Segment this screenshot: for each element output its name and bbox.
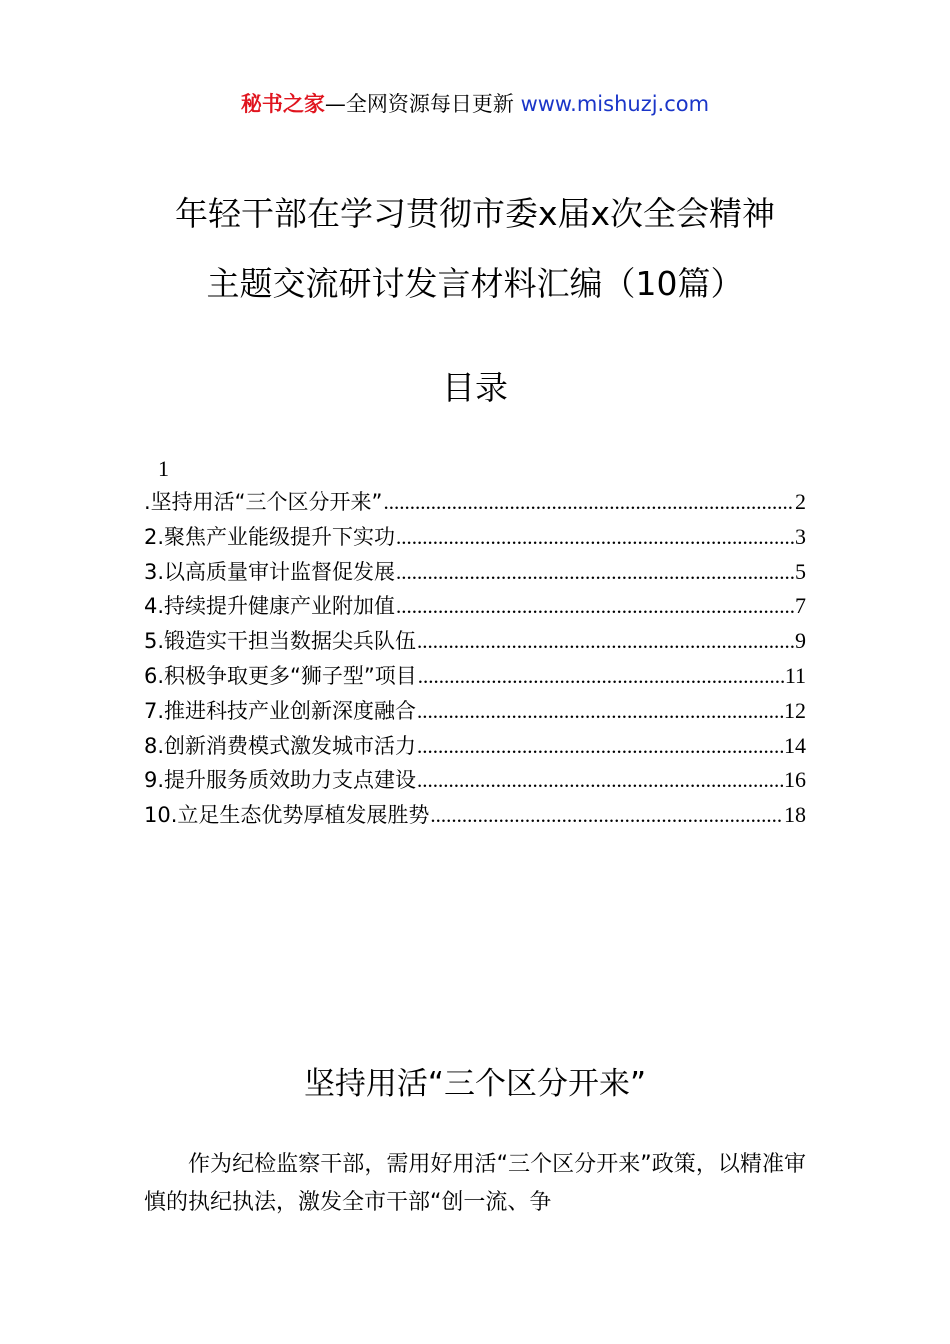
toc-page-number: 2 bbox=[795, 489, 806, 514]
brand-name: 秘书之家 bbox=[240, 92, 325, 116]
toc-leader-dots bbox=[383, 490, 794, 515]
toc-entry-label: 6.积极争取更多“狮子型”项目 bbox=[144, 663, 417, 688]
toc-entry-label: 2.聚焦产业能级提升下实功 bbox=[144, 524, 396, 549]
toc-entry[interactable] bbox=[144, 695, 806, 730]
site-banner bbox=[0, 88, 950, 120]
toc-leader-dots bbox=[396, 594, 794, 619]
toc-entry-label: 3.以高质量审计监督促发展 bbox=[144, 559, 396, 584]
toc-entry[interactable] bbox=[144, 521, 806, 556]
toc-leader-dots bbox=[417, 699, 783, 724]
toc-entry[interactable] bbox=[144, 625, 806, 660]
toc-stray-number: 1 bbox=[158, 456, 169, 481]
toc-page-number: 7 bbox=[795, 593, 806, 619]
toc-page-number: 14 bbox=[784, 732, 806, 758]
toc-entry-label: 7.推进科技产业创新深度融合 bbox=[144, 698, 417, 723]
document-title-line-2: 主题交流研讨发言材料汇编（10篇） bbox=[206, 264, 744, 303]
toc-leader-dots bbox=[396, 560, 794, 585]
toc-entry[interactable] bbox=[144, 799, 806, 834]
toc-page-number: 11 bbox=[784, 662, 806, 688]
toc-page-number: 3 bbox=[795, 523, 806, 549]
toc-page-number: 9 bbox=[795, 628, 806, 654]
toc-entry-label: 5.锻造实干担当数据尖兵队伍 bbox=[144, 629, 417, 654]
toc-page-number: 18 bbox=[784, 802, 806, 828]
toc-entry-label: .坚持用活“三个区分开来” bbox=[144, 490, 383, 514]
toc-entry-label: 8.创新消费模式激发城市活力 bbox=[144, 733, 417, 758]
toc-entry[interactable] bbox=[144, 556, 806, 591]
toc-entry[interactable] bbox=[144, 764, 806, 799]
table-of-contents bbox=[144, 486, 806, 834]
toc-leader-dots bbox=[417, 629, 794, 654]
body-paragraph: 作为纪检监察干部，需用好用活“三个区分开来”政策，以精准审慎的执纪执法，激发全市干部“创一流、争 bbox=[144, 1152, 806, 1215]
brand-slogan: —全网资源每日更新 bbox=[324, 92, 514, 116]
toc-page-number: 16 bbox=[784, 767, 806, 793]
toc-leader-dots bbox=[417, 768, 783, 793]
toc-leader-dots bbox=[417, 734, 783, 759]
toc-heading: 目录 bbox=[442, 368, 508, 407]
toc-page-number: 12 bbox=[784, 697, 806, 723]
toc-entry[interactable] bbox=[144, 486, 806, 521]
toc-entry[interactable] bbox=[144, 660, 806, 695]
toc-entry-label: 4.持续提升健康产业附加值 bbox=[144, 594, 396, 619]
toc-page-number: 5 bbox=[795, 558, 806, 584]
toc-entry[interactable] bbox=[144, 730, 806, 765]
toc-leader-dots bbox=[430, 803, 783, 828]
toc-leader-dots bbox=[418, 664, 784, 689]
document-title-line-1: 年轻干部在学习贯彻市委x届x次全会精神 bbox=[174, 194, 776, 233]
toc-entry-label: 9.提升服务质效助力支点建设 bbox=[144, 768, 417, 793]
toc-leader-dots bbox=[396, 525, 794, 550]
toc-entry-label: 10.立足生态优势厚植发展胜势 bbox=[144, 803, 430, 828]
toc-entry[interactable] bbox=[144, 590, 806, 625]
site-url-link[interactable]: www.mishuzj.com bbox=[520, 92, 710, 116]
section-heading: 坚持用活“三个区分开来” bbox=[303, 1066, 647, 1102]
